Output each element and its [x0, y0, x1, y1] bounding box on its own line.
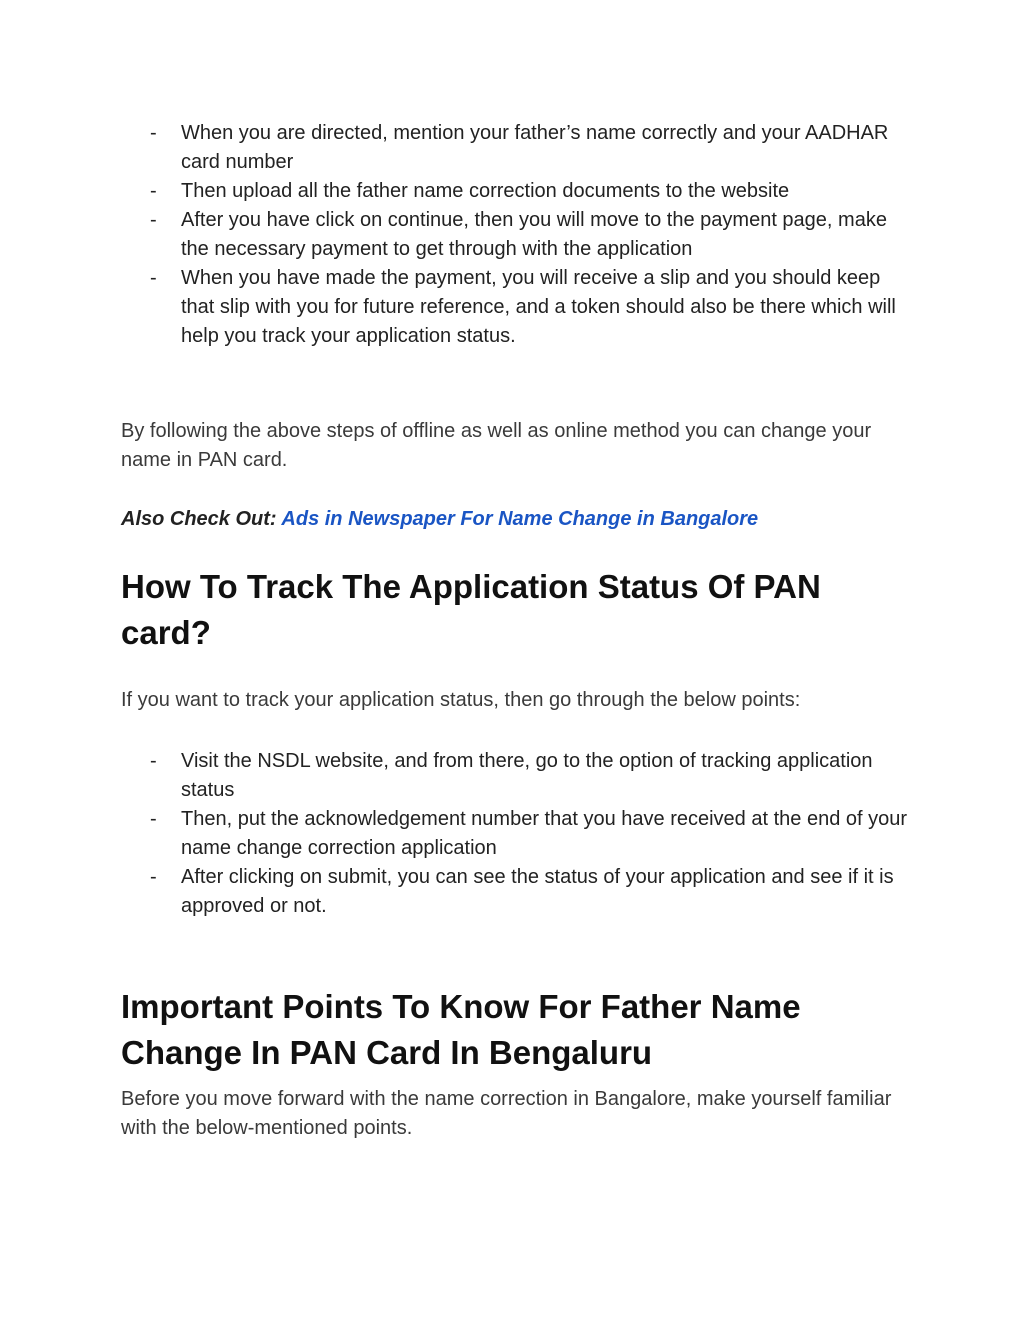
list-item: [121, 747, 911, 805]
track-steps-list: [121, 747, 911, 921]
also-check-out: [121, 505, 911, 534]
also-check-out-label: Also Check Out:: [121, 508, 277, 530]
list-item-text: Then, put the acknowledgement number that you have received at the end of your name change correction application: [181, 808, 908, 859]
list-item-text: When you have made the payment, you will receive a slip and you should keep that slip with you for future reference, and a token should also be there which will help you track your application status.: [181, 267, 896, 347]
list-item: [121, 206, 911, 264]
list-bullet: -: [150, 808, 157, 830]
track-status-heading: How To Track The Application Status Of PAN card?: [121, 568, 821, 651]
track-status-intro: If you want to track your application status, then go through the below points:: [121, 689, 801, 711]
list-item-text: Visit the NSDL website, and from there, go to the option of tracking application status: [181, 750, 873, 801]
steps-list: [121, 119, 911, 351]
list-item: [121, 805, 911, 863]
list-bullet: -: [150, 267, 157, 289]
list-bullet: -: [150, 209, 157, 231]
important-points-heading: Important Points To Know For Father Name Change In PAN Card In Bengaluru: [121, 988, 801, 1071]
list-item: [121, 177, 911, 206]
list-bullet: -: [150, 866, 157, 888]
list-bullet: -: [150, 750, 157, 772]
list-bullet: -: [150, 180, 157, 202]
list-item-text: When you are directed, mention your father’s name correctly and your AADHAR card number: [181, 122, 889, 173]
list-item-text: Then upload all the father name correction documents to the website: [181, 180, 790, 202]
summary-paragraph: By following the above steps of offline as well as online method you can change your name in PAN card.: [121, 420, 872, 471]
list-item: [121, 119, 911, 177]
important-points-intro: Before you move forward with the name correction in Bangalore, make yourself familiar with the below-mentioned points.: [121, 1088, 892, 1139]
list-item: [121, 264, 911, 351]
list-item: [121, 863, 911, 921]
also-check-out-link[interactable]: Ads in Newspaper For Name Change in Bangalore: [281, 508, 759, 530]
list-bullet: -: [150, 122, 157, 144]
list-item-text: After clicking on submit, you can see the status of your application and see if it is approved or not.: [181, 866, 894, 917]
list-item-text: After you have click on continue, then you will move to the payment page, make the necessary payment to get through with the application: [181, 209, 887, 260]
